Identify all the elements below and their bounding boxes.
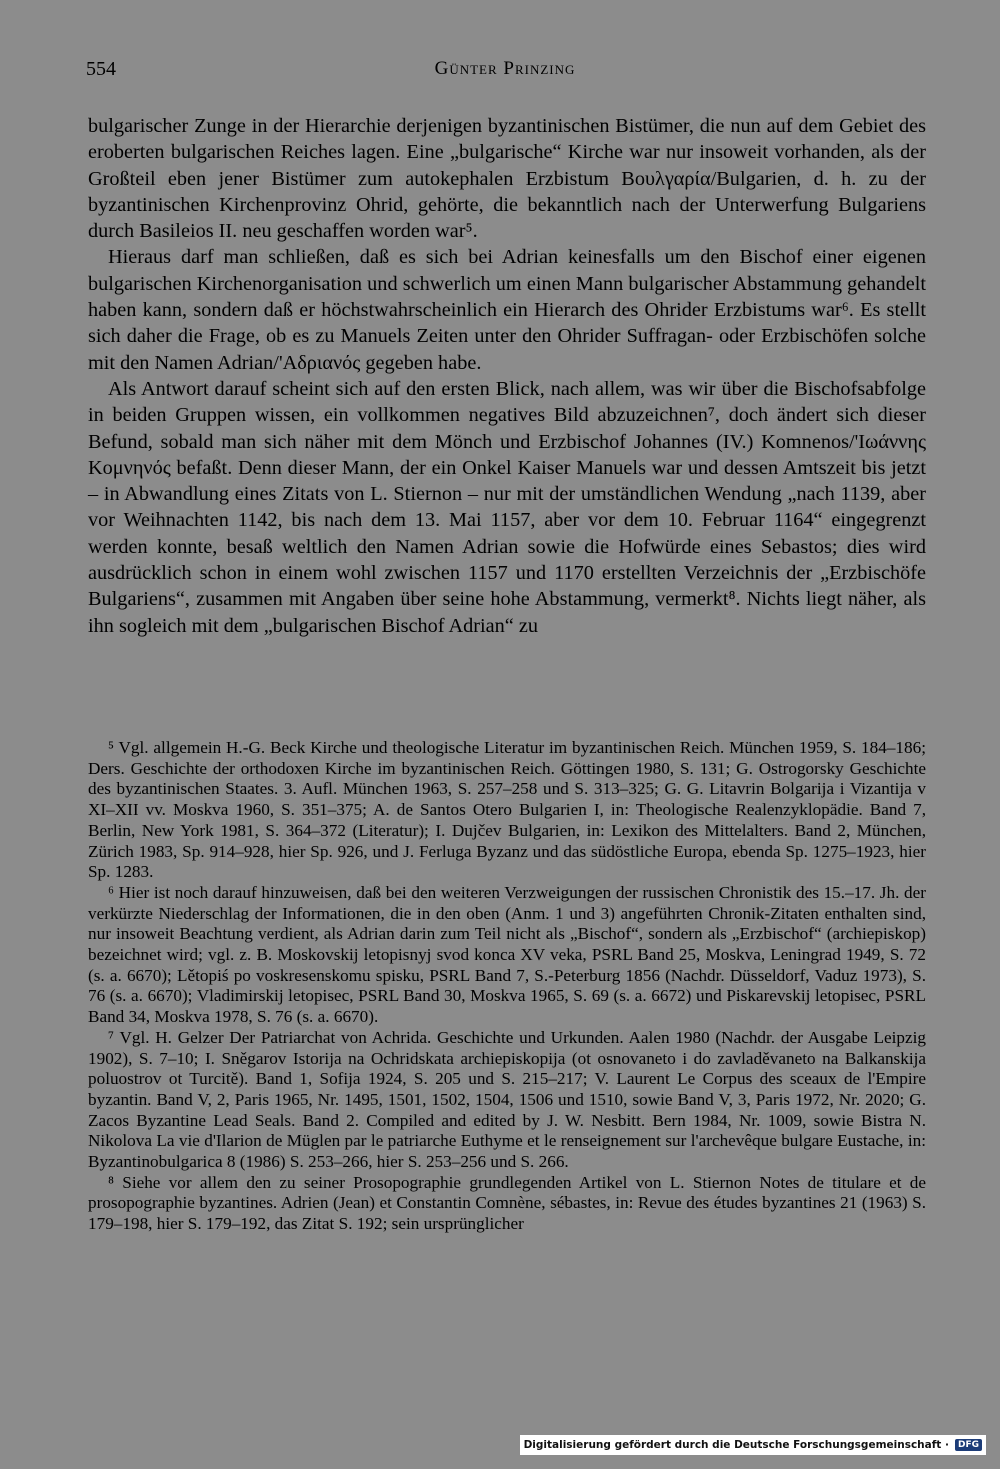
footnote-8: ⁸ Siehe vor allem den zu seiner Prosopographie grundlegenden Artikel von L. Stiernon Notes de titulare et de prosopographie byzantines. Adrien (Jean) et Constantin Comnène, sébastes, in: Revue des études byzantines 21 (1963) S. 179–198, hier S. 179–192, das Zitat S. 192; sein ursprünglicher xyxy=(88,1172,926,1234)
digitization-footer xyxy=(520,1435,986,1455)
main-text xyxy=(88,113,926,639)
footnote-5: ⁵ Vgl. allgemein H.-G. Beck Kirche und theologische Literatur im byzantinischen Reich. München 1959, S. 184–186; Ders. Geschichte der orthodoxen Kirche im byzantinischen Reich. Göttingen 1980, S. 131; G. Ostrogorsky Geschichte des byzantinischen Staates. 3. Aufl. München 1963, S. 257–258 und S. 313–325; G. G. Litavrin Bolgarija i Vizantija v XI–XII vv. Moskva 1960, S. 351–375; A. de Santos Otero Bulgarien I, in: Theologische Realenzyklopädie. Band 7, Berlin, New York 1981, S. 364–372 (Literatur); I. Dujčev Bulgarien, in: Lexikon des Mittelalters. Band 2, München, Zürich 1983, Sp. 914–928, hier Sp. 926, und J. Ferluga Byzanz und das südöstliche Europa, ebenda Sp. 1275–1923, hier Sp. 1283. xyxy=(88,738,926,882)
footer-credit: Digitalisierung gefördert durch die Deutsche Forschungsgemeinschaft · xyxy=(523,1439,949,1451)
footnotes xyxy=(88,738,926,1235)
page-header xyxy=(86,58,924,88)
paragraph: bulgarischer Zunge in der Hierarchie derjenigen byzantinischen Bistümer, die nun auf dem Gebiet des eroberten bulgarischen Reiches lagen. Eine „bulgarische“ Kirche war nur insoweit vorhanden, als der Großteil eben jener Bistümer zum autokephalen Erzbistum Βουλγαρία/Bulgarien, d. h. zu der byzantinischen Kirchenprovinz Ohrid, gehörte, die bekanntlich nach der Unterwerfung Bulgariens durch Basileios II. neu geschaffen worden war⁵. xyxy=(88,115,926,243)
footnote-6: ⁶ Hier ist noch darauf hinzuweisen, daß bei den weiteren Verzweigungen der russischen Chronistik des 15.–17. Jh. der verkürzte Niederschlag der Informationen, die in den oben (Anm. 1 und 3) angeführten Chronik-Zitaten enthalten sind, nur insoweit Beachtung verdient, als Adrian darin zum Teil nicht als „Bischof“, sondern als „Erzbischof“ (archiepiskop) bezeichnet wird; vgl. z. B. Moskovskij letopisnyj svod konca XV veka, PSRL Band 25, Moskva, Leningrad 1949, S. 72 (s. a. 6670); Lětopiś po voskresenskomu spisku, PSRL Band 7, S.-Peterburg 1856 (Nachdr. Düsseldorf, Vaduz 1973), S. 76 (s. a. 6670); Vladimirskij letopisec, PSRL Band 30, Moskva 1965, S. 69 (s. a. 6672) und Piskarevskij letopisec, PSRL Band 34, Moskva 1978, S. 76 (s. a. 6670). xyxy=(88,882,926,1027)
footnote-7: ⁷ Vgl. H. Gelzer Der Patriarchat von Achrida. Geschichte und Urkunden. Aalen 1980 (Nachdr. der Ausgabe Leipzig 1902), S. 7–10; I. Sněgarov Istorija na Ochridskata archiepiskopija (ot osnovaneto i do zavladěvaneto na Balkanskija poluostrov ot Turcitě). Band 1, Sofija 1924, S. 205 und S. 215–217; V. Laurent Le Corpus des sceaux de l'Empire byzantin. Band V, 2, Paris 1965, Nr. 1495, 1501, 1502, 1504, 1506 und 1510, sowie Band V, 3, Paris 1972, Nr. 2020; G. Zacos Byzantine Lead Seals. Band 2. Compiled and edited by J. W. Nesbitt. Bern 1984, Nr. 1009, sowie Bistra N. Nikolova La vie d'Ilarion de Müglen par le patriarche Euthyme et le renseignement sur l'archevêque bulgare Eustache, in: Byzantinobulgarica 8 (1986) S. 253–266, hier S. 253–256 und S. 266. xyxy=(88,1027,926,1172)
running-head: Günter Prinzing xyxy=(434,58,576,79)
paragraph: Hieraus darf man schließen, daß es sich bei Adrian keinesfalls um den Bischof einer eigenen bulgarischen Kirchenorganisation und schwerlich um einen Mann bulgarischer Abstammung gehandelt haben kann, sondern daß er höchstwahrscheinlich ein Hierarch des Ohrider Erzbistums war⁶. Es stellt sich daher die Frage, ob es zu Manuels Zeiten unter den Ohrider Suffragan- oder Erzbischöfen solche mit den Namen Adrian/'Αδριανός gegeben habe. xyxy=(88,246,926,374)
paragraph: Als Antwort darauf scheint sich auf den ersten Blick, nach allem, was wir über die Bischofsabfolge in beiden Gruppen wissen, ein vollkommen negatives Bild abzuzeichnen⁷, doch ändert sich dieser Befund, sobald man sich näher mit dem Mönch und Erzbischof Johannes (IV.) Komnenos/'Ιωάννης Κομνηνός befaßt. Denn dieser Mann, der ein Onkel Kaiser Manuels war und dessen Amtszeit bis jetzt – in Abwandlung eines Zitats von L. Stiernon – nur mit der umständlichen Wendung „nach 1139, aber vor Weihnachten 1142, bis nach dem 13. Mai 1157, aber vor dem 10. Februar 1164“ eingegrenzt werden konnte, besaß weltlich den Namen Adrian sowie die Hofwürde eines Sebastos; dies wird ausdrücklich schon in einem wohl zwischen 1157 und 1170 erstellten Verzeichnis der „Erzbischöfe Bulgariens“, zusammen mit Angaben über seine hohe Abstammung, vermerkt⁸. Nichts liegt näher, als ihn sogleich mit dem „bulgarischen Bischof Adrian“ zu xyxy=(88,377,926,637)
page-number: 554 xyxy=(86,58,116,80)
dfg-logo-icon: DFG xyxy=(955,1439,982,1451)
